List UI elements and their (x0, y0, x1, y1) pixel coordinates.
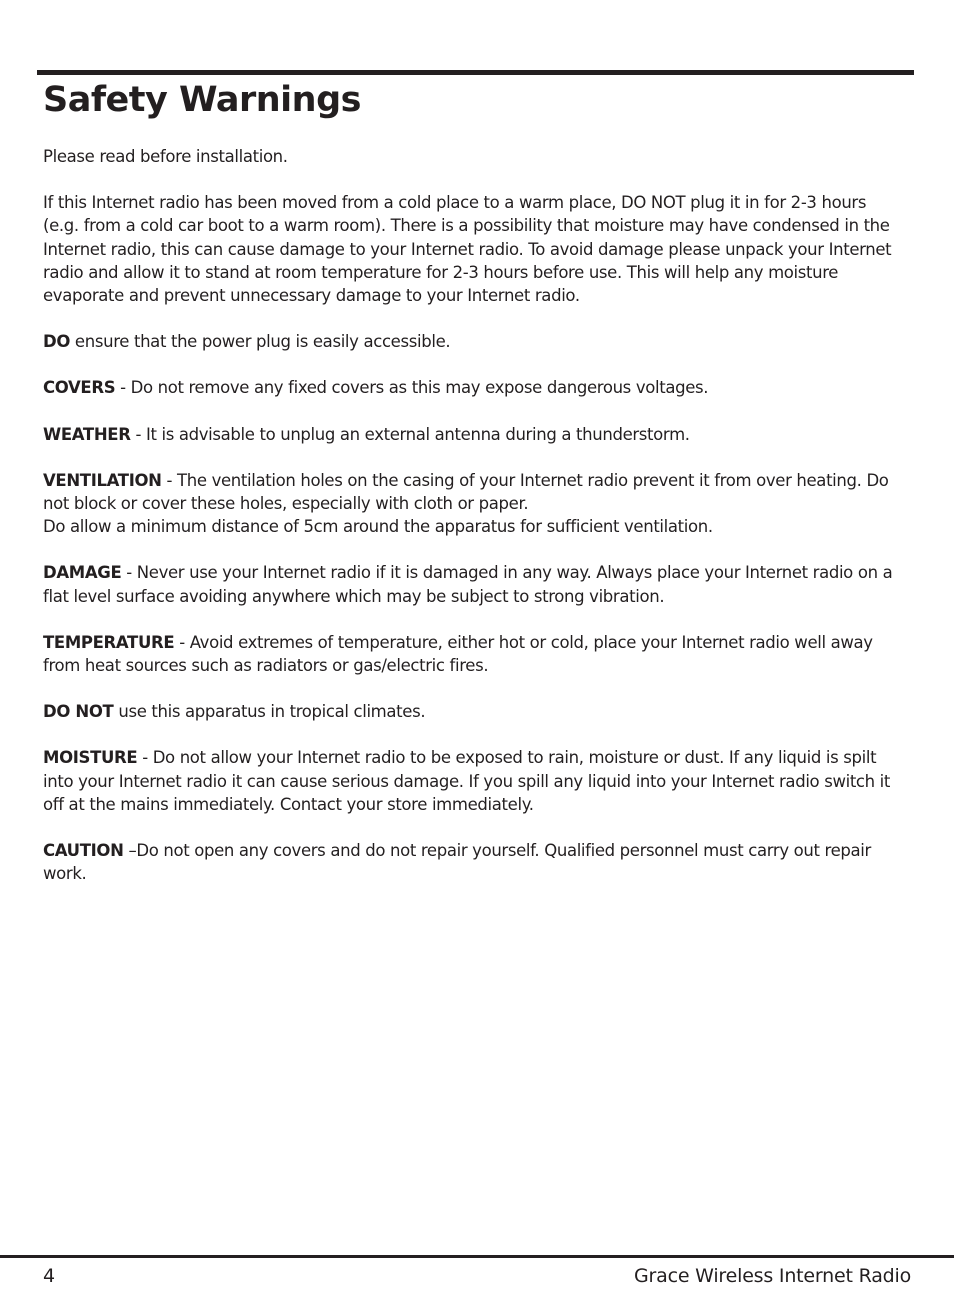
warning-keyword: WEATHER (43, 424, 131, 444)
warning-text: ensure that the power plug is easily accessible. (70, 332, 451, 352)
page-number: 4 (43, 1265, 56, 1287)
intro-paragraph: Please read before installation. (43, 147, 288, 166)
warning-text: - Do not remove any fixed covers as this may expose dangerous voltages. (115, 378, 709, 398)
warning-caution (43, 839, 895, 885)
warning-moisture (43, 746, 895, 816)
warning-ventilation (43, 469, 895, 539)
cold-warning-paragraph: If this Internet radio has been moved from a cold place to a warm place, DO NOT plug it in for 2-3 hours (e.g. from a cold car boot to a warm room). There is a possibility that moisture may have condensed in the Internet radio, this can cause damage to your Internet radio. To avoid damage please unpack your Internet radio and allow it to stand at room temperature for 2-3 hours before use. This will help any moisture evaporate and prevent unnecessary damage to your Internet radio. (43, 193, 892, 306)
warning-text: - It is advisable to unplug an external antenna during a thunderstorm. (130, 424, 690, 444)
warning-weather (43, 423, 895, 446)
warning-keyword: MOISTURE (43, 748, 138, 768)
top-divider (37, 70, 914, 75)
warning-text: - Do not allow your Internet radio to be exposed to rain, moisture or dust. If any liquid is spilt into your Internet radio it can cause serious damage. If you spill any liquid into your Internet radio switch it off at the mains immediately. Contact your store immediately. (43, 748, 891, 814)
warning-text: use this apparatus in tropical climates. (113, 702, 426, 722)
warning-keyword: TEMPERATURE (43, 632, 175, 652)
warning-text: –Do not open any covers and do not repair yourself. Qualified personnel must carry out repair work. (43, 841, 871, 884)
document-body (43, 145, 895, 908)
warning-do (43, 330, 895, 353)
page-title: Safety Warnings (43, 80, 361, 120)
warning-keyword: COVERS (43, 378, 116, 398)
warning-keyword: VENTILATION (43, 470, 162, 490)
warning-temperature (43, 631, 895, 677)
warning-do-not (43, 700, 895, 723)
warning-covers (43, 376, 895, 399)
warning-text: - Avoid extremes of temperature, either hot or cold, place your Internet radio well away from heat sources such as radiators or gas/electric fires. (43, 632, 873, 676)
warning-text: - Never use your Internet radio if it is damaged in any way. Always place your Internet radio on a flat level surface avoiding anywhere which may be subject to strong vibration. (43, 563, 893, 606)
warning-keyword: DO NOT (43, 702, 114, 722)
warning-keyword: CAUTION (43, 841, 124, 861)
warning-text-extra: Do allow a minimum distance of 5cm around the apparatus for sufficient ventilation. (43, 517, 713, 537)
warning-damage (43, 561, 895, 607)
footer-product-name: Grace Wireless Internet Radio (634, 1265, 911, 1287)
footer-divider (0, 1255, 954, 1258)
warning-keyword: DO (43, 332, 71, 352)
warning-keyword: DAMAGE (43, 563, 122, 583)
warning-text: - The ventilation holes on the casing of your Internet radio prevent it from over heating. Do not block or cover these holes, especially with cloth or paper. (43, 470, 889, 514)
